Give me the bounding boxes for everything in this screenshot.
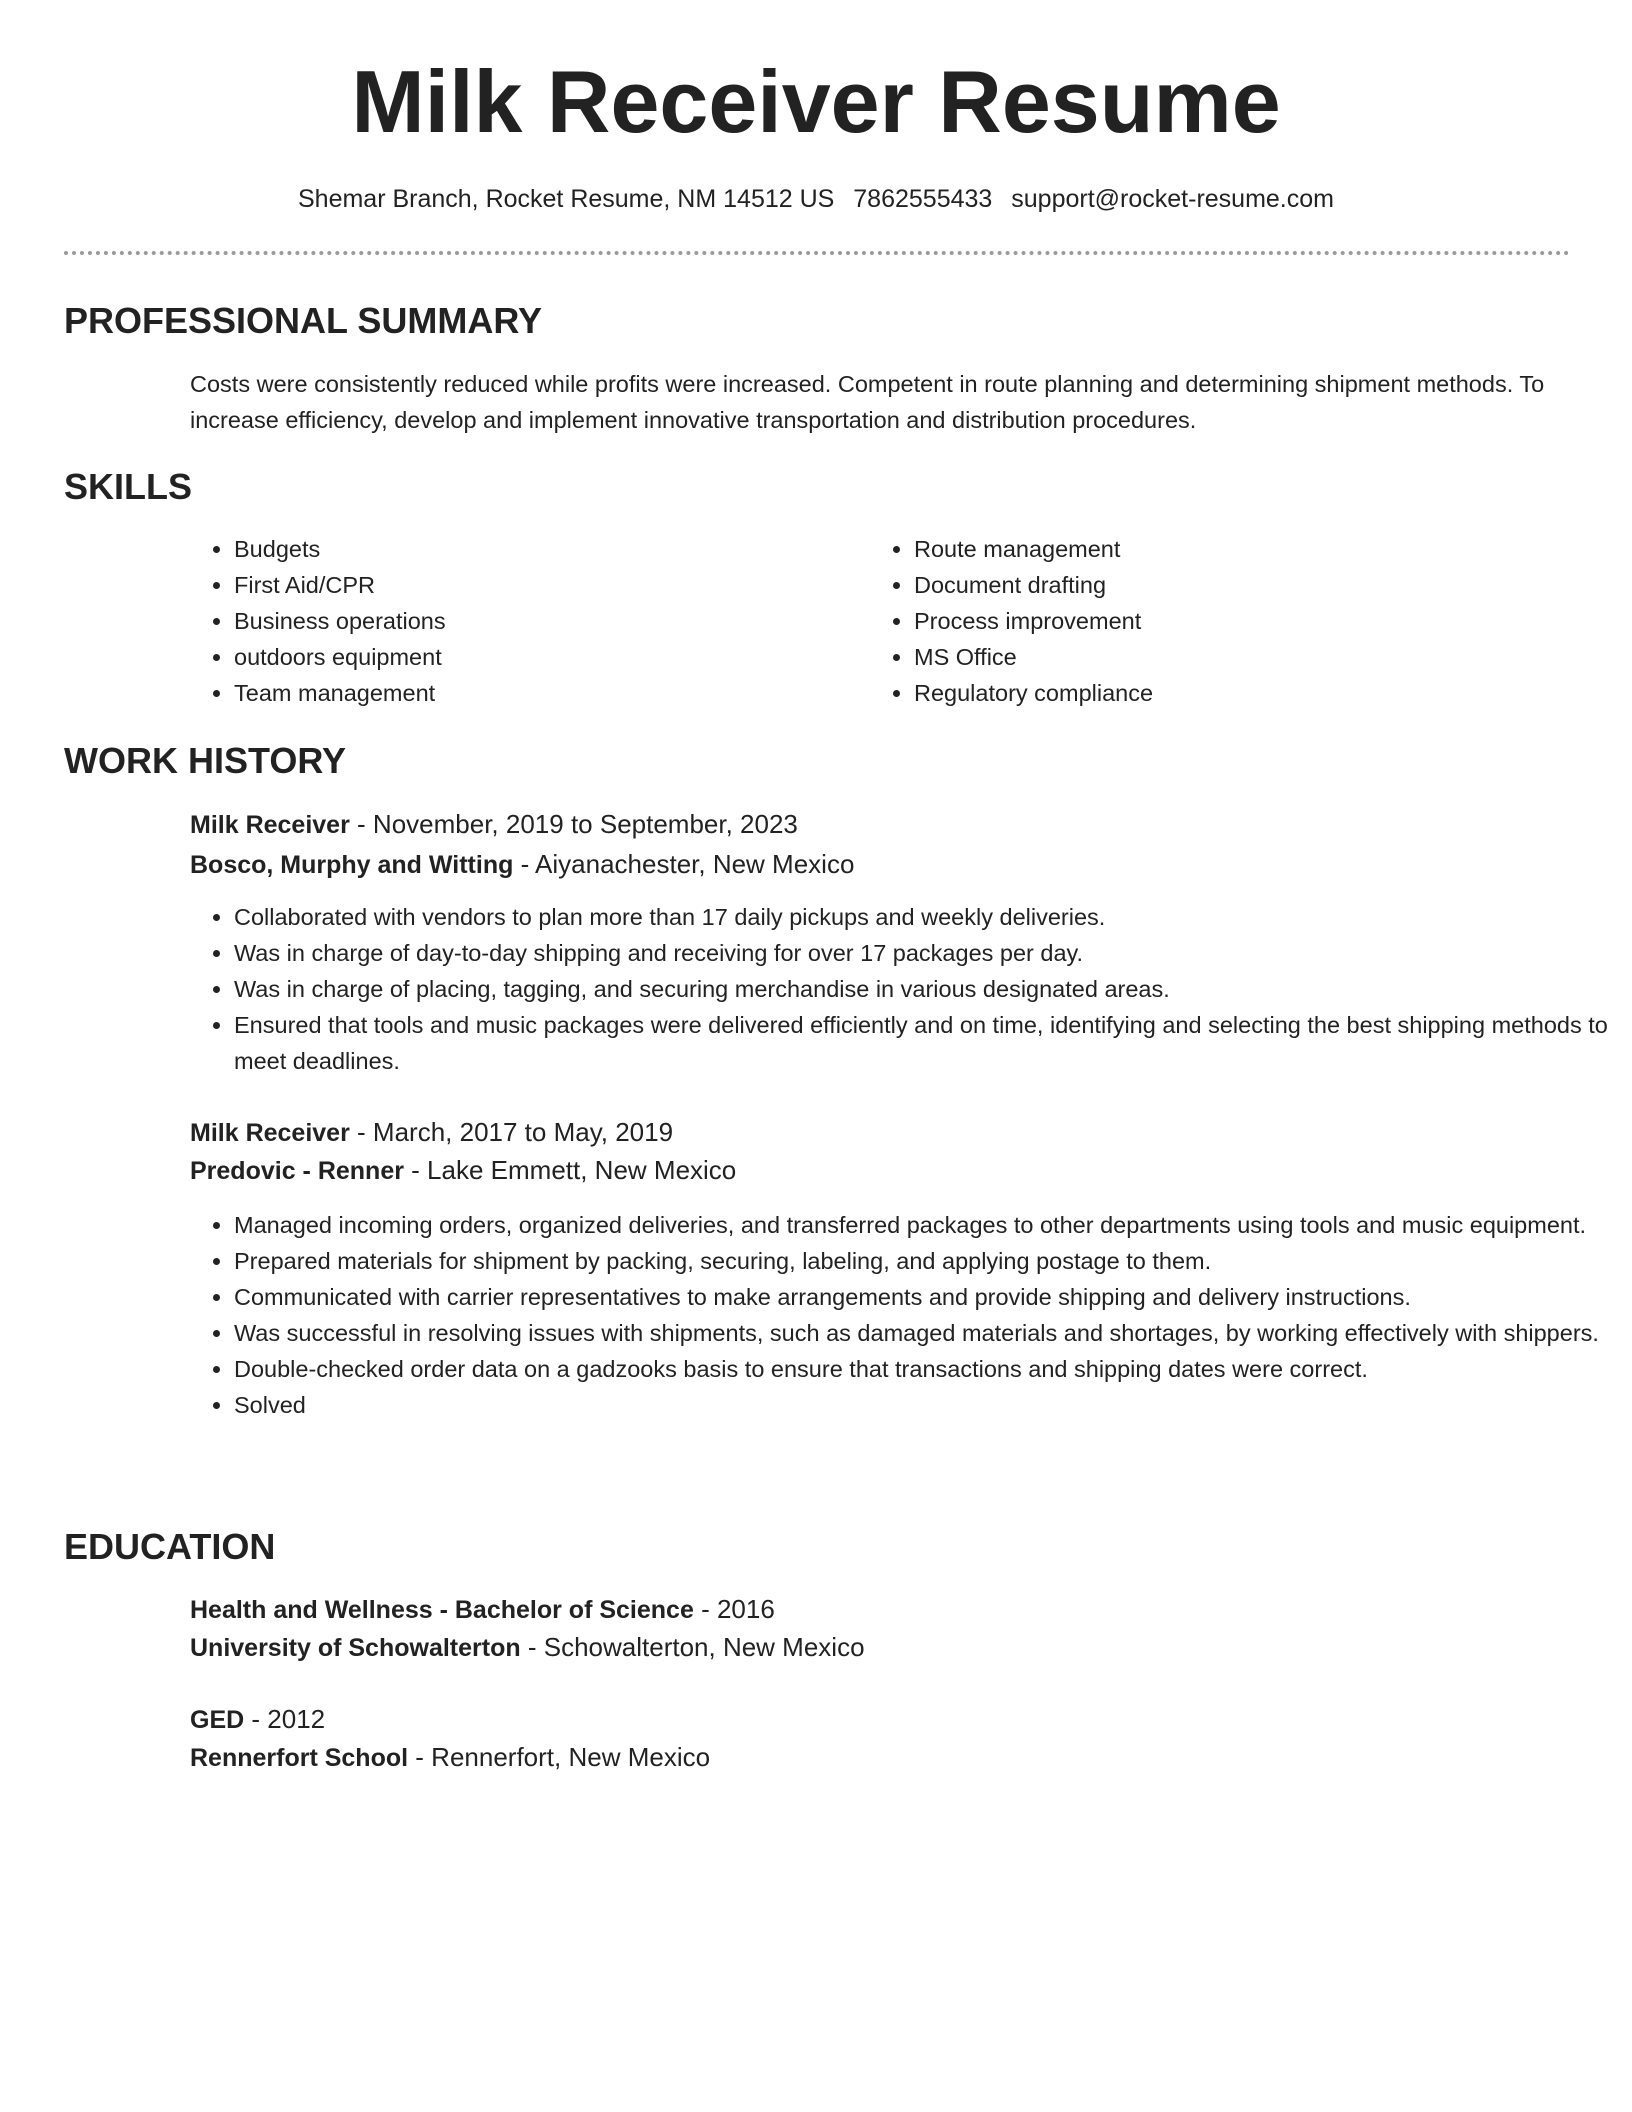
job-bullet: • Communicated with carrier representatives to make arrangements and provide shipping and delivery instructions. xyxy=(234,1279,1614,1315)
job-bullets xyxy=(190,1207,1614,1423)
summary-heading: PROFESSIONAL SUMMARY xyxy=(64,300,543,341)
education-degree-line xyxy=(190,1591,775,1628)
skill-item: • Team management xyxy=(234,675,854,711)
job-title: Milk Receiver xyxy=(190,1119,350,1147)
skill-item: • outdoors equipment xyxy=(234,639,854,675)
education-school: Rennerfort School xyxy=(190,1744,409,1772)
job-dates: - November, 2019 to September, 2023 xyxy=(349,809,798,839)
skill-item: • First Aid/CPR xyxy=(234,567,854,603)
job-bullet: • Managed incoming orders, organized deliveries, and transferred packages to other departments using tools and music equipment. xyxy=(234,1207,1614,1243)
job-bullet: • Solved xyxy=(234,1387,1614,1423)
job-title: Milk Receiver xyxy=(190,811,350,839)
skills-heading: SKILLS xyxy=(64,466,193,507)
job-bullet: • Ensured that tools and music packages were delivered efficiently and on time, identifying and selecting the best shipping methods to meet deadlines. xyxy=(234,1007,1614,1079)
education-heading: EDUCATION xyxy=(64,1526,276,1567)
job-location: - Lake Emmett, New Mexico xyxy=(403,1155,737,1185)
education-location: - Schowalterton, New Mexico xyxy=(520,1632,865,1662)
job-bullet: • Was in charge of day-to-day shipping and receiving for over 17 packages per day. xyxy=(234,935,1614,971)
skill-item: • Document drafting xyxy=(914,567,1534,603)
job-location: - Aiyanachester, New Mexico xyxy=(513,849,855,879)
job-company-line xyxy=(190,846,854,883)
job-bullets xyxy=(190,899,1614,1079)
education-school-line xyxy=(190,1629,865,1666)
job-bullet: • Was in charge of placing, tagging, and securing merchandise in various designated areas. xyxy=(234,971,1614,1007)
education-degree-line xyxy=(190,1701,325,1738)
skill-item: • Regulatory compliance xyxy=(914,675,1534,711)
skill-item: • Budgets xyxy=(234,531,854,567)
contact-address: Shemar Branch, Rocket Resume, NM 14512 US xyxy=(297,185,835,213)
skill-item: • Process improvement xyxy=(914,603,1534,639)
skill-item: • MS Office xyxy=(914,639,1534,675)
job-title-line xyxy=(190,806,798,843)
contact-line xyxy=(0,183,1632,215)
education-location: - Rennerfort, New Mexico xyxy=(408,1742,711,1772)
education-school: University of Schowalterton xyxy=(190,1634,521,1662)
job-bullet: • Double-checked order data on a gadzooks basis to ensure that transactions and shipping dates were correct. xyxy=(234,1351,1614,1387)
job-company-line xyxy=(190,1152,736,1189)
skill-item: • Business operations xyxy=(234,603,854,639)
contact-phone: 7862555433 xyxy=(853,185,993,213)
skills-list-left xyxy=(190,531,854,711)
resume-title: Milk Receiver Resume xyxy=(351,52,1281,151)
contact-email: support@rocket-resume.com xyxy=(1011,185,1334,213)
job-company: Predovic - Renner xyxy=(190,1157,404,1185)
job-bullet: • Prepared materials for shipment by packing, securing, labeling, and applying postage to them. xyxy=(234,1243,1614,1279)
job-company: Bosco, Murphy and Witting xyxy=(190,851,514,879)
job-title-line xyxy=(190,1114,673,1151)
job-bullet: • Was successful in resolving issues with shipments, such as damaged materials and shortages, by working effectively with shippers. xyxy=(234,1315,1614,1351)
education-year: - 2016 xyxy=(693,1594,775,1624)
skills-list-right xyxy=(870,531,1534,711)
job-bullet: • Collaborated with vendors to plan more than 17 daily pickups and weekly deliveries. xyxy=(234,899,1614,935)
job-dates: - March, 2017 to May, 2019 xyxy=(349,1117,674,1147)
education-year: - 2012 xyxy=(244,1704,326,1734)
header-divider xyxy=(64,251,1570,255)
education-school-line xyxy=(190,1739,710,1776)
skill-item: • Route management xyxy=(914,531,1534,567)
summary-text: Costs were consistently reduced while profits were increased. Competent in route planning and determining shipment methods. To increase efficiency, develop and implement innovative transportation and distribution procedures. xyxy=(190,371,1545,433)
work-heading: WORK HISTORY xyxy=(64,740,347,781)
education-degree: Health and Wellness - Bachelor of Science xyxy=(190,1596,694,1624)
education-degree: GED xyxy=(190,1706,245,1734)
